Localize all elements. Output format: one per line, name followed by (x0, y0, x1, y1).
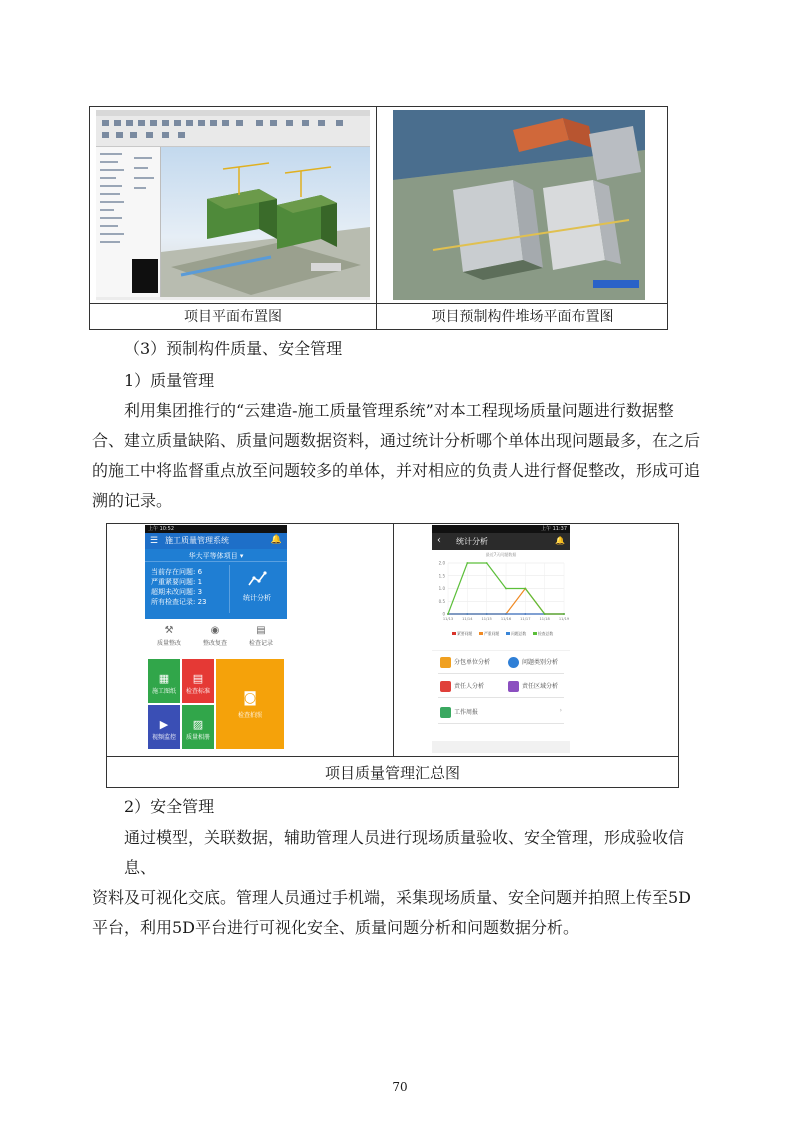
chart-point (524, 613, 526, 615)
chart-point (544, 613, 546, 615)
page-number: 70 (392, 1080, 408, 1094)
figure2-frame (106, 523, 679, 788)
quick-recheck[interactable] (195, 625, 235, 647)
area-icon (508, 681, 519, 692)
stats-line-chart (432, 550, 570, 650)
figure1-caption-right: 项目预制构件堆场平面布置图 (431, 309, 614, 325)
chart-xtick-label: 11/14 (462, 617, 473, 621)
pie-chart-icon (508, 657, 519, 668)
quick-rectify-label: 质量整改 (156, 640, 181, 647)
document-icon: ▤ (192, 672, 204, 686)
tile-take-photo-label: 检查拍照 (237, 712, 262, 719)
chart-legend-label: 问题总数 (511, 631, 527, 636)
photo-icon: ▨ (192, 718, 204, 732)
chart-xtick-label: 11/15 (481, 617, 492, 621)
menu-weekly-report[interactable] (440, 706, 478, 720)
app-title-right: 统计分析 (456, 537, 488, 546)
eye-icon: ◉ (210, 625, 220, 636)
menu-icon[interactable]: ☰ (150, 536, 159, 546)
notification-bell-icon[interactable]: 🔔 (270, 535, 282, 545)
phone-quality-home (145, 525, 287, 753)
chart-xtick-label: 11/13 (442, 617, 454, 621)
chart-legend-swatch (452, 632, 456, 635)
quick-rectify[interactable] (149, 625, 189, 647)
tile-drawings-label: 施工图纸 (151, 688, 176, 695)
subheading-quality: 1）质量管理 (124, 371, 215, 390)
tile-take-photo[interactable] (216, 659, 284, 749)
figure1-caption-left: 项目平面布置图 (184, 309, 282, 325)
chart-point (447, 613, 449, 615)
menu-area-label: 责任区域分析 (522, 683, 559, 690)
menu-category-label: 问题类别分析 (522, 659, 559, 666)
project-name: 华大平等体项目 (188, 552, 238, 560)
para2-line2: 资料及可视化交底。管理人员通过手机端，采集现场质量、安全问题并拍照上传至5D (92, 888, 692, 907)
camera-icon: ◙ (243, 689, 257, 706)
para1-line1: 利用集团推行的“云建造-施工质量管理系统”对本工程现场质量问题进行数据整 (124, 401, 674, 420)
chart-xtick-label: 11/18 (539, 617, 550, 621)
building-icon (440, 657, 451, 668)
menu-area-analysis[interactable] (508, 680, 558, 694)
para2-line3: 平台，利用5D平台进行可视化安全、质量问题分析和问题数据分析。 (92, 918, 580, 937)
chart-point (505, 613, 507, 615)
chart-ytick-label: 1.0 (438, 586, 445, 591)
menu-person-label: 责任人分析 (454, 683, 485, 690)
para2-line1: 通过模型，关联数据，辅助管理人员进行现场质量验收、安全管理，形成验收信息、 (124, 828, 685, 877)
menu-weekly-label: 工作周报 (454, 709, 479, 716)
person-icon (440, 681, 451, 692)
stat-serious: 严重紧要问题: 1 (151, 578, 203, 586)
app-title-left: 施工质量管理系统 (165, 536, 229, 545)
safety-paragraph (92, 823, 712, 943)
quick-recheck-label: 整改复查 (202, 640, 227, 647)
back-icon[interactable]: ‹ (437, 535, 441, 546)
wrench-icon: ⚒ (164, 625, 174, 636)
figure2-caption: 项目质量管理汇总图 (324, 764, 460, 782)
chart-legend-swatch (479, 632, 483, 635)
chart-xtick-label: 11/17 (520, 617, 531, 621)
menu-subcontractor-analysis[interactable] (440, 656, 490, 670)
figure-table-layout (89, 106, 668, 330)
stat-current: 当前存在问题: 6 (151, 568, 203, 576)
book-icon: ▤ (256, 625, 266, 636)
project-selector[interactable] (145, 551, 287, 562)
chart-ytick-label: 0 (442, 611, 445, 617)
calendar-icon (440, 707, 451, 718)
chart-point (505, 588, 507, 590)
chart-point (563, 613, 565, 615)
phone-stats (432, 525, 570, 753)
quick-records[interactable] (241, 625, 281, 647)
tile-album-label: 质量相册 (185, 734, 210, 741)
para1-line4: 溯的记录。 (92, 491, 173, 510)
stats-analysis-label: 统计分析 (243, 594, 271, 602)
chart-legend-label: 紧要问题 (457, 631, 473, 636)
tile-drawings[interactable] (148, 659, 180, 703)
chart-ytick-label: 0.5 (438, 598, 445, 604)
notification-bell-icon-right[interactable]: 🔔 (555, 536, 565, 545)
chart-xtick-label: 11/19 (558, 617, 570, 621)
trend-chart-icon (247, 571, 267, 587)
status-time-left: 上午 10:52 (148, 526, 174, 532)
chart-xtick-label: 11/16 (500, 617, 512, 621)
section-heading: （3）预制构件质量、安全管理 (124, 339, 343, 358)
quick-records-label: 检查记录 (248, 640, 273, 647)
tile-album[interactable] (182, 705, 214, 749)
chart-legend-label: 严重问题 (484, 631, 500, 636)
tile-video[interactable] (148, 705, 180, 749)
stat-records: 所有检查记录: 23 (151, 598, 207, 606)
menu-category-analysis[interactable] (508, 656, 558, 670)
chart-point (486, 562, 488, 564)
chart-legend-label: 检查总数 (538, 631, 554, 636)
para1-line2: 合、建立质量缺陷、质量问题数据资料，通过统计分析哪个单体出现问题最多，在之后 (92, 431, 701, 450)
chart-point (466, 562, 468, 564)
cad-model-screenshot (96, 110, 370, 300)
tile-standards-label: 检查标准 (185, 688, 210, 695)
grid-icon: ▦ (158, 672, 170, 686)
chart-point (524, 588, 526, 590)
chart-legend-swatch (533, 632, 537, 635)
chevron-right-icon: › (559, 707, 562, 714)
status-time-right: 上午 11:37 (541, 526, 567, 532)
chart-ytick-label: 2.0 (438, 560, 445, 566)
chart-point (486, 613, 488, 615)
stats-analysis-button[interactable] (229, 565, 284, 613)
prefab-yard-render (393, 110, 645, 300)
stat-overdue: 超期未改问题: 3 (151, 588, 203, 596)
subheading-safety: 2）安全管理 (124, 797, 215, 816)
chart-legend-swatch (506, 632, 510, 635)
menu-person-analysis[interactable] (440, 680, 484, 694)
menu-subcontractor-label: 分包单位分析 (454, 659, 491, 666)
tile-video-label: 视频监控 (151, 734, 176, 741)
chart-ytick-label: 1.5 (438, 573, 445, 579)
chevron-down-icon: ▾ (239, 552, 244, 560)
para1-line3: 的施工中将监督重点放至问题较多的单体，并对相应的负责人进行督促整改，形成可追 (92, 461, 701, 480)
chart-point (466, 613, 468, 615)
tile-standards[interactable] (182, 659, 214, 703)
quality-paragraph (92, 396, 712, 516)
chart-caption: 最近7天问题数据 (485, 552, 517, 557)
camera-video-icon: ▶ (159, 718, 169, 732)
